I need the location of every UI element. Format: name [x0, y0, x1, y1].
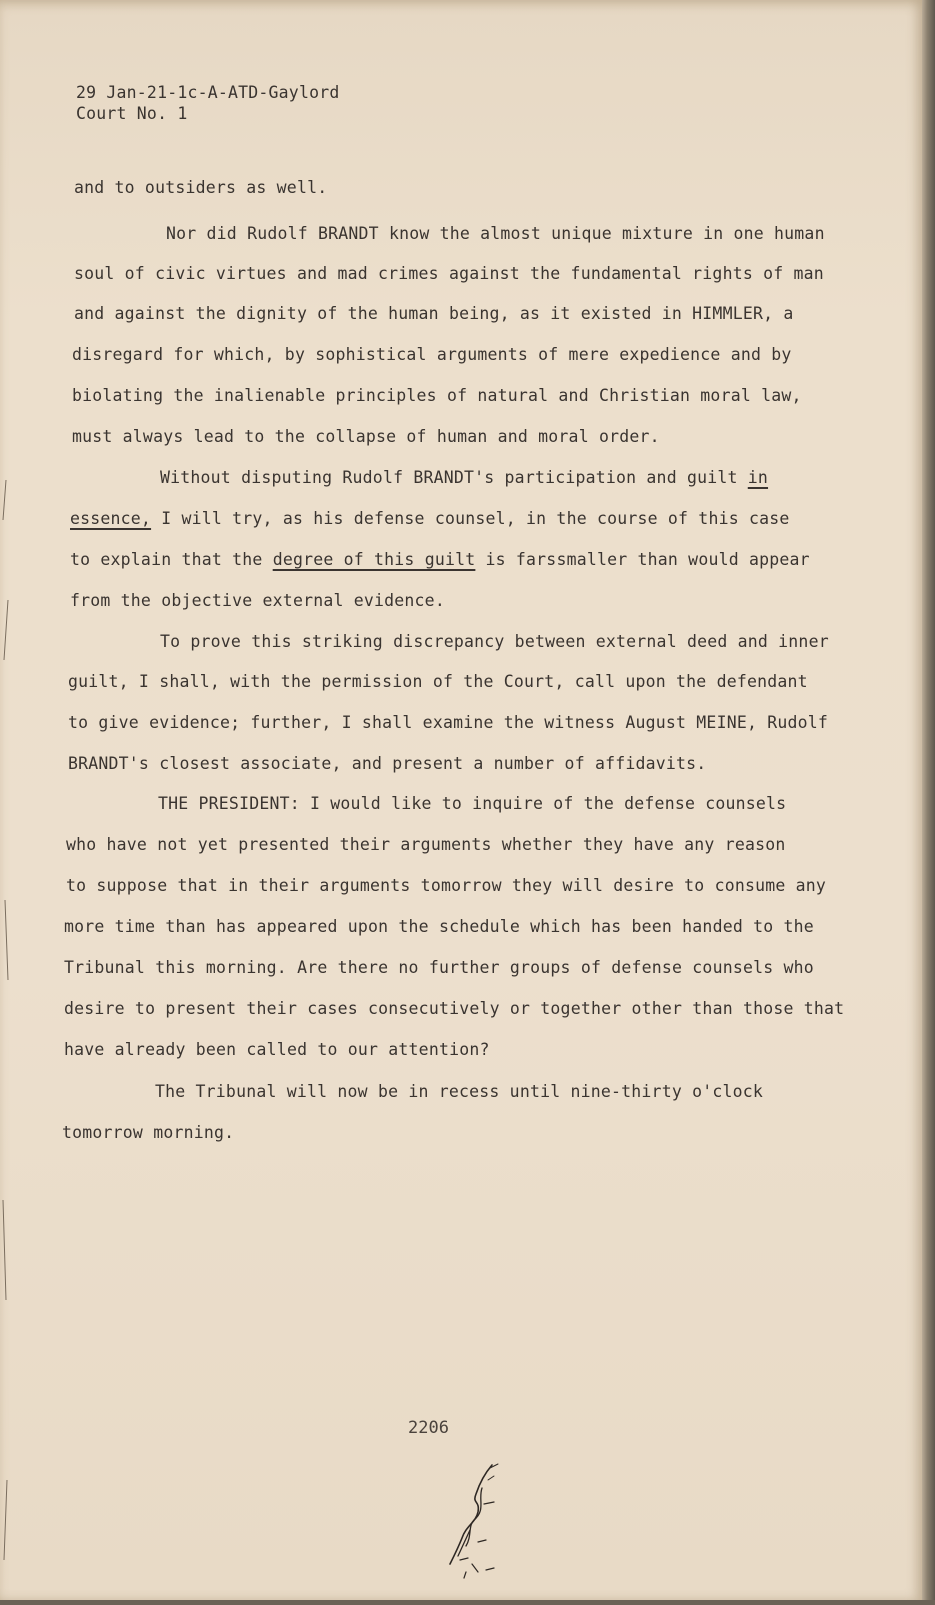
- text-line: To prove this striking discrepancy between external deed and inner: [160, 632, 829, 651]
- text-line: [160, 468, 768, 487]
- text-line: guilt, I shall, with the permission of the Court, call upon the defendant: [68, 672, 808, 691]
- header-court: Court No. 1: [76, 104, 188, 123]
- text-segment: I will try, as his defense counsel, in the course of this case: [151, 509, 790, 528]
- text-line: desire to present their cases consecutively or together other than those that: [64, 999, 845, 1018]
- document-header: [76, 82, 339, 124]
- text-line: and against the dignity of the human being, as it existed in HIMMLER, a: [74, 304, 794, 323]
- text-line: BRANDT's closest associate, and present a number of affidavits.: [68, 754, 707, 773]
- text-segment: to explain that the: [70, 550, 273, 569]
- page-edge-shadow: [922, 0, 935, 1600]
- text-segment: is farssmaller than would appear: [475, 550, 810, 569]
- binding-edge: [0, 0, 12, 1600]
- handwritten-signature: [420, 1460, 520, 1580]
- text-line: disregard for which, by sophistical arguments of mere expedience and by: [72, 345, 792, 364]
- underlined-text: in: [747, 468, 769, 487]
- text-line: Tribunal this morning. Are there no further groups of defense counsels who: [64, 958, 814, 977]
- text-line: The Tribunal will now be in recess until nine-thirty o'clock: [155, 1082, 764, 1101]
- text-line: [70, 509, 790, 528]
- text-line: Nor did Rudolf BRANDT know the almost unique mixture in one human: [166, 224, 825, 243]
- text-line: soul of civic virtues and mad crimes against the fundamental rights of man: [74, 264, 824, 283]
- text-line: biolating the inalienable principles of natural and Christian moral law,: [72, 386, 802, 405]
- text-line: have already been called to our attention?: [64, 1040, 490, 1059]
- underlined-text: degree of this guilt: [272, 550, 476, 569]
- text-segment: Without disputing Rudolf BRANDT's participation and guilt: [160, 468, 748, 487]
- text-line: THE PRESIDENT: I would like to inquire of the defense counsels: [158, 794, 787, 813]
- underlined-text: essence,: [70, 509, 152, 528]
- text-line: must always lead to the collapse of human and moral order.: [72, 427, 660, 446]
- text-line: and to outsiders as well.: [74, 178, 328, 197]
- text-line: tomorrow morning.: [62, 1123, 235, 1142]
- text-line: from the objective external evidence.: [70, 591, 445, 610]
- header-docket: 29 Jan-21-1c-A-ATD-Gaylord: [76, 83, 340, 102]
- text-line: who have not yet presented their arguments whether they have any reason: [66, 835, 786, 854]
- text-line: to give evidence; further, I shall examine the witness August MEINE, Rudolf: [68, 713, 829, 732]
- text-line: [70, 550, 810, 569]
- page-number: 2206: [408, 1418, 449, 1438]
- text-line: to suppose that in their arguments tomorrow they will desire to consume any: [66, 876, 827, 895]
- text-line: more time than has appeared upon the schedule which has been handed to the: [64, 917, 814, 936]
